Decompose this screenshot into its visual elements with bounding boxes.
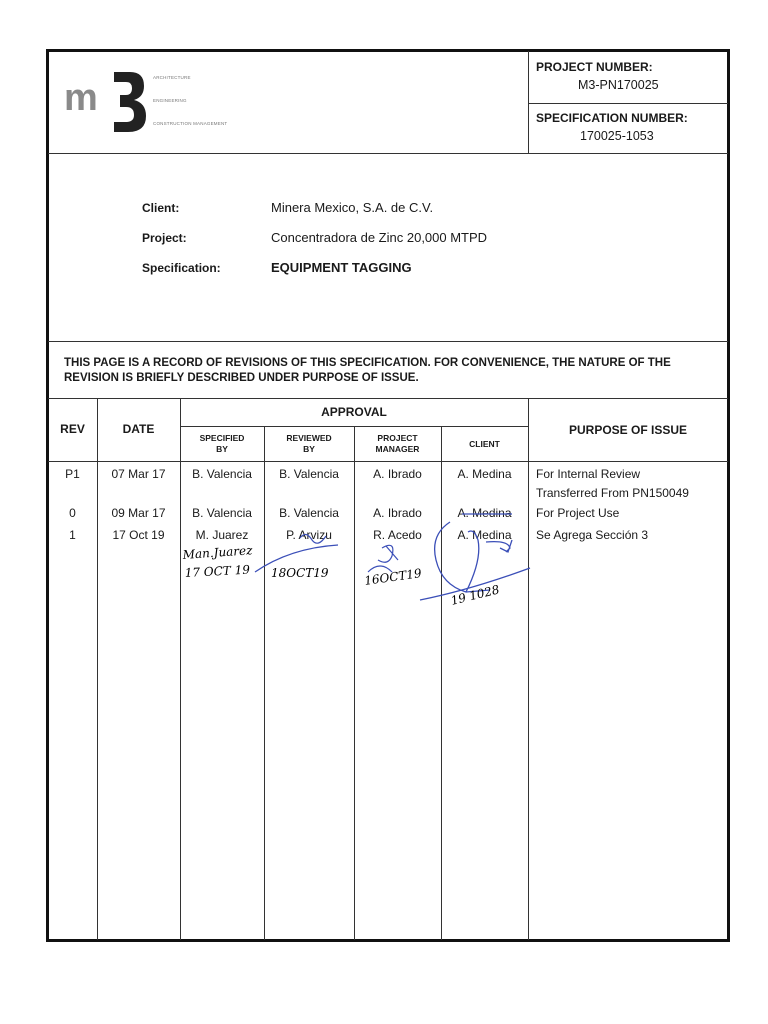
specification-value: EQUIPMENT TAGGING: [271, 260, 412, 275]
row2-client: A. Medina: [457, 506, 512, 520]
header-specified-line2: BY: [216, 444, 228, 454]
row1-pm: A. Ibrado: [373, 467, 422, 481]
header-purpose: PURPOSE OF ISSUE: [568, 423, 688, 437]
client-signature-date: 19 1028: [449, 582, 501, 608]
reviewed-signature-flourish: [300, 534, 326, 543]
specified-signature: Man.Juarez: [182, 543, 253, 562]
row3-reviewed: P. Arvizu: [286, 528, 332, 542]
header-pm-line2: MANAGER: [375, 444, 420, 454]
pm-signature-stroke: [368, 545, 398, 572]
row3-rev: 1: [69, 528, 76, 542]
row1-purpose: For Internal Review: [536, 467, 641, 481]
header-client: CLIENT: [469, 439, 500, 449]
client-value: Minera Mexico, S.A. de C.V.: [271, 200, 434, 215]
project-number: M3-PN170025: [578, 78, 659, 92]
logo-tagline-1: ARCHITECTURE: [153, 75, 191, 80]
spec-number: 170025-1053: [580, 129, 654, 143]
revision-notice-line2: REVISION IS BRIEFLY DESCRIBED UNDER PURPOSE OF ISSUE.: [64, 372, 419, 384]
row3-client: A. Medina: [457, 528, 512, 542]
row2-rev: 0: [69, 506, 76, 520]
reviewed-signature-date: 18OCT19: [271, 566, 329, 580]
row1-purpose-line2: Transferred From PN150049: [536, 486, 689, 500]
row2-purpose: For Project Use: [536, 506, 620, 520]
row1-reviewed: B. Valencia: [279, 467, 339, 481]
row2-specified: B. Valencia: [192, 506, 252, 520]
header-pm-line1: PROJECT: [377, 433, 418, 443]
row3-pm: R. Acedo: [373, 528, 422, 542]
row3-purpose: Se Agrega Sección 3: [536, 528, 649, 542]
revision-notice-line1: THIS PAGE IS A RECORD OF REVISIONS OF THIS SPECIFICATION. FOR CONVENIENCE, THE NATURE OF THE: [64, 357, 671, 369]
header-reviewed-line2: BY: [303, 444, 315, 454]
header-date: DATE: [122, 422, 155, 436]
row1-date: 07 Mar 17: [111, 467, 166, 481]
specified-signature-date: 17 OCT 19: [184, 562, 251, 580]
project-label: Project:: [142, 231, 187, 245]
pm-signature-date: 16OCT19: [363, 566, 423, 588]
project-value: Concentradora de Zinc 20,000 MTPD: [271, 230, 488, 245]
row2-date: 09 Mar 17: [111, 506, 166, 520]
row3-specified: M. Juarez: [195, 528, 249, 542]
spec-number-label: SPECIFICATION NUMBER:: [536, 111, 688, 125]
header-approval: APPROVAL: [321, 405, 387, 419]
row2-reviewed: B. Valencia: [279, 506, 339, 520]
row2-pm: A. Ibrado: [373, 506, 422, 520]
header-rev: REV: [60, 422, 85, 436]
row1-client: A. Medina: [457, 467, 512, 481]
logo-m: m: [64, 77, 98, 119]
row1-rev: P1: [65, 467, 80, 481]
client-label: Client:: [142, 201, 180, 215]
row3-date: 17 Oct 19: [112, 528, 165, 542]
project-number-label: PROJECT NUMBER:: [536, 60, 653, 74]
header-reviewed-line1: REVIEWED: [286, 433, 332, 443]
row1-specified: B. Valencia: [192, 467, 252, 481]
specification-label: Specification:: [142, 261, 221, 275]
logo-tagline-2: ENGINEERING: [153, 98, 187, 103]
logo-tagline-3: CONSTRUCTION MANAGEMENT: [153, 121, 228, 126]
header-specified-line1: SPECIFIED: [199, 433, 245, 443]
